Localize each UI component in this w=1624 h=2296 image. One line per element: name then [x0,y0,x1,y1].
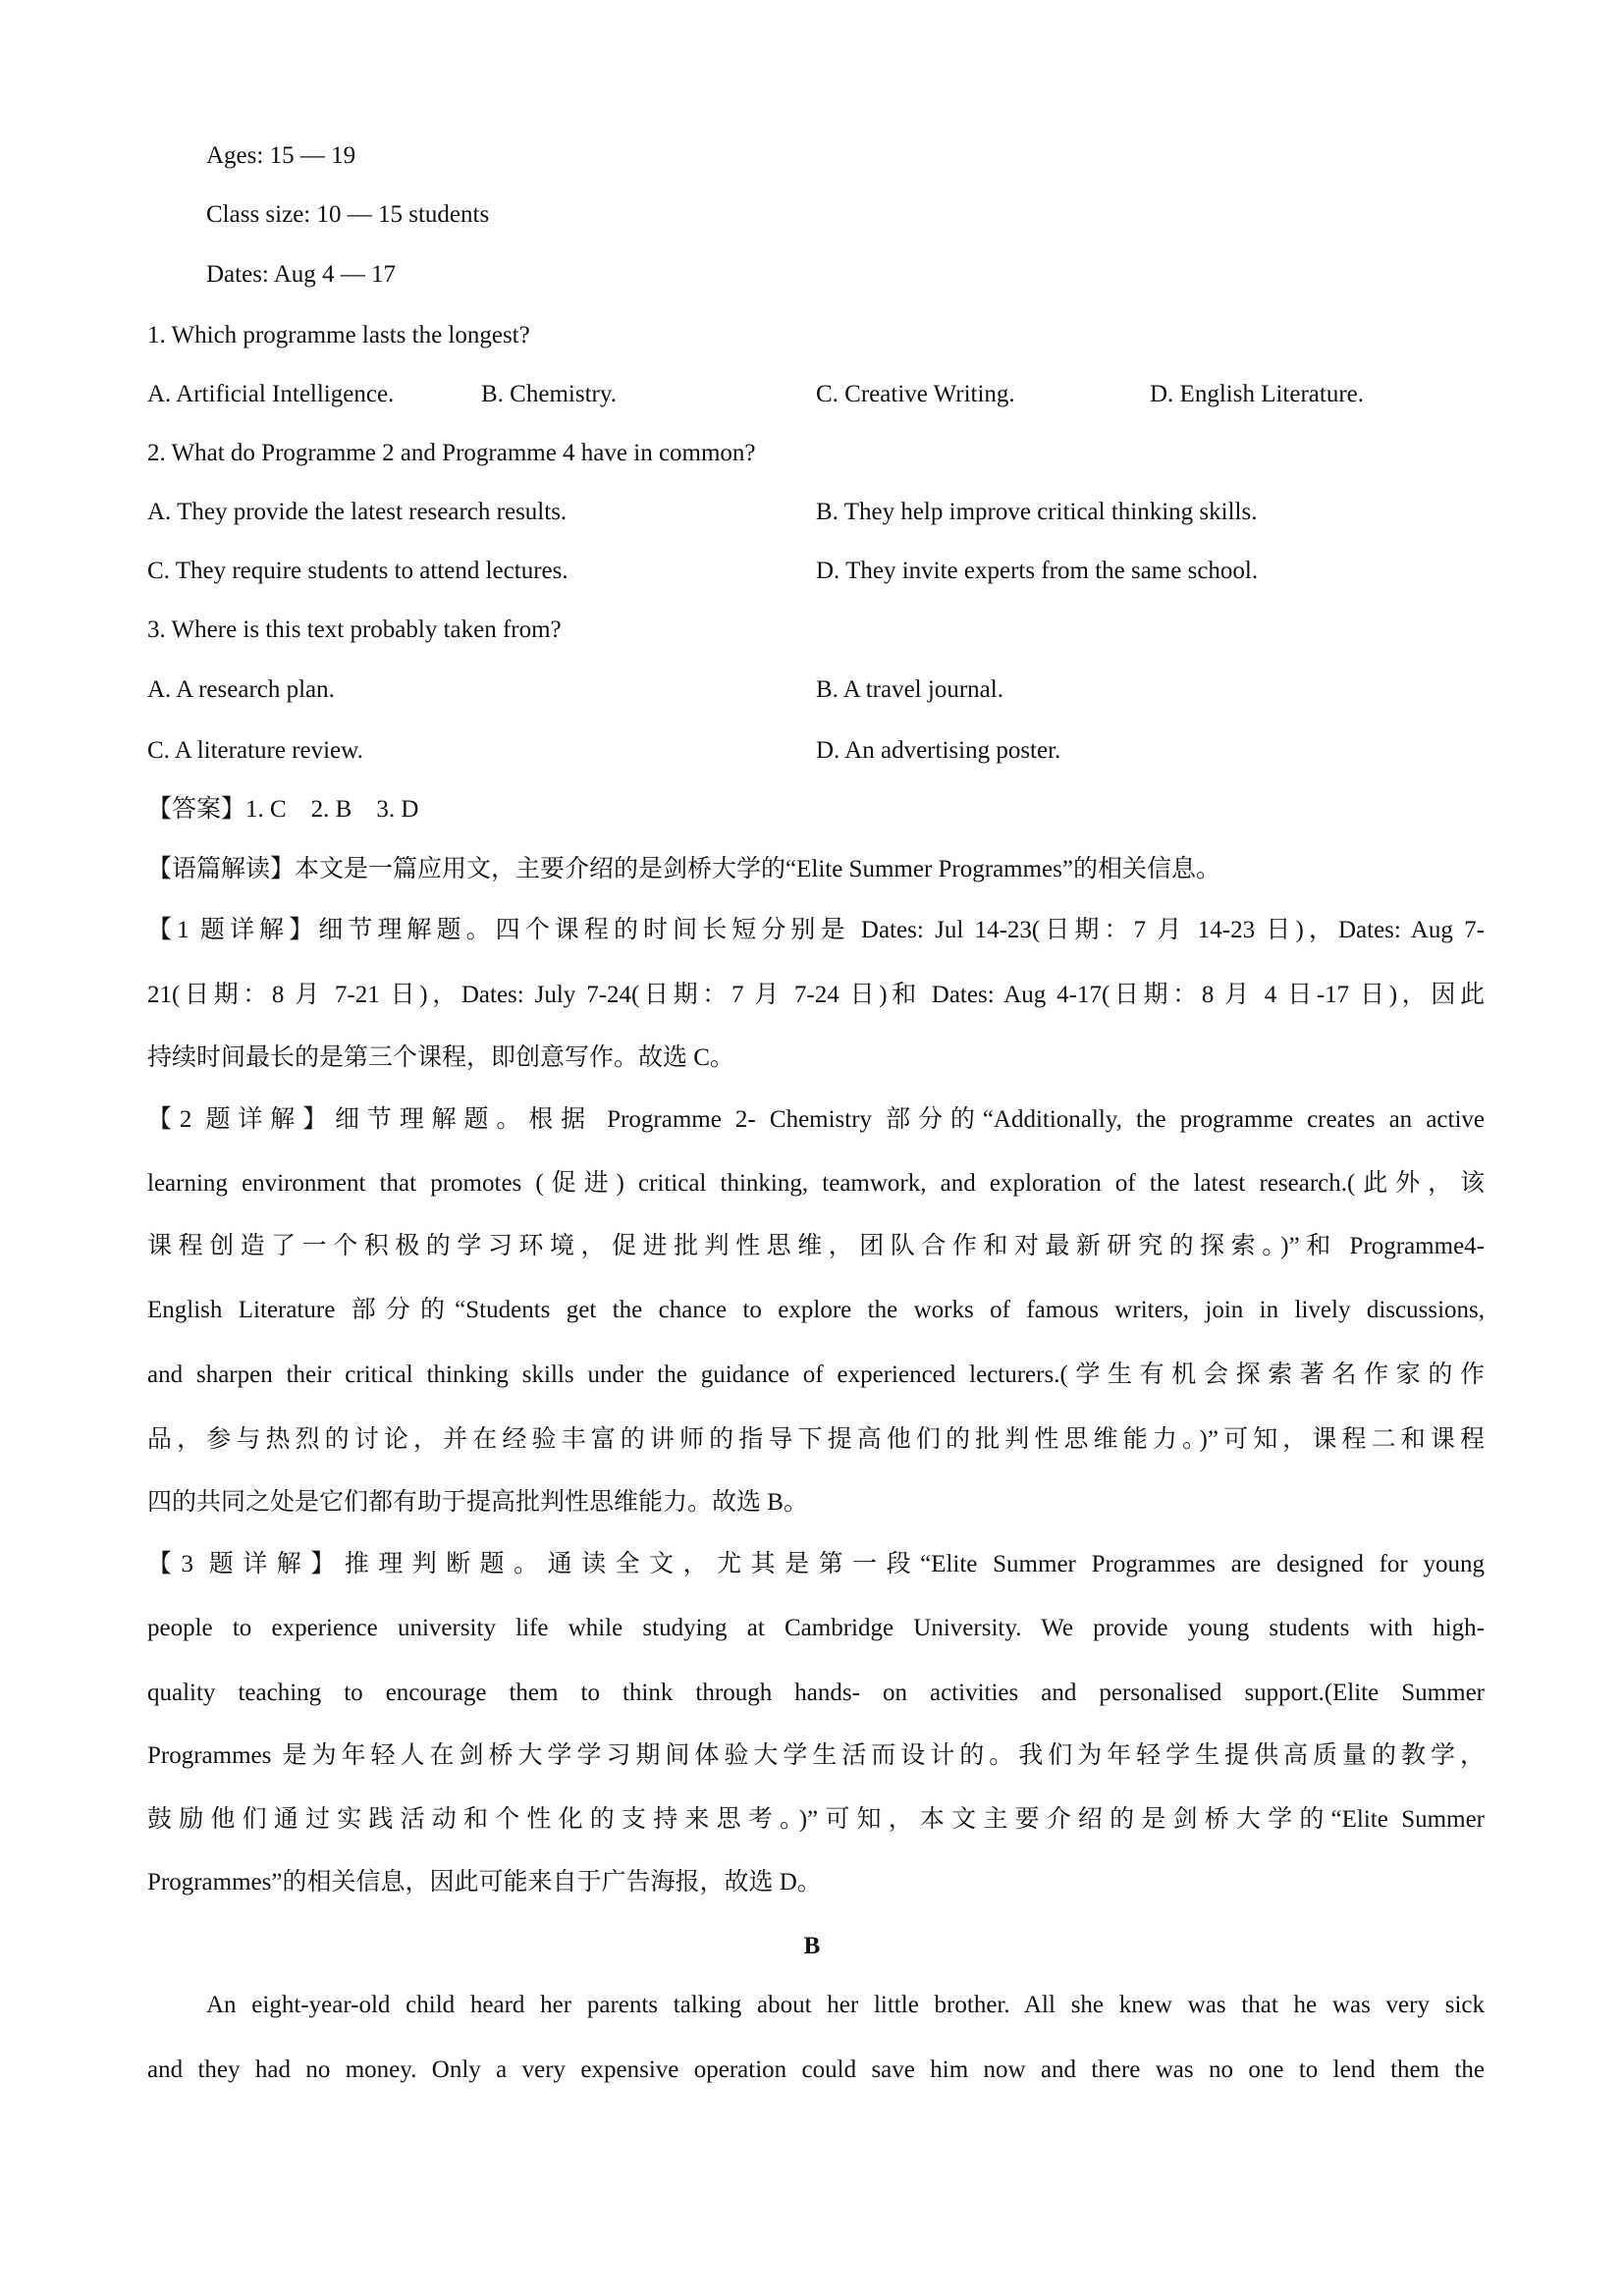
q2-option-c: C. They require students to attend lectures. [147,558,568,584]
q1-option-c: C. Creative Writing. [816,381,1015,407]
q1-option-a: A. Artificial Intelligence. [147,381,395,407]
question-2: 2. What do Programme 2 and Programme 4 have in common? [147,440,756,466]
q3-option-b: B. A travel journal. [816,676,1003,703]
q3-option-a: A. A research plan. [147,676,335,703]
question-1: 1. Which programme lasts the longest? [147,322,530,348]
q3-option-d: D. An advertising poster. [816,737,1061,764]
ages-line: Ages: 15 — 19 [206,142,356,169]
section-b-line: and they had no money. Only a very expensive operation could save him now and there was no one to lend them the [147,2056,1485,2083]
passage-summary: 【语篇解读】本文是一篇应用文，主要介绍的是剑桥大学的“Elite Summer Programmes”的相关信息。 [147,856,1220,882]
q2-option-a: A. They provide the latest research results. [147,499,568,525]
explain3-line: 鼓励他们通过实践活动和个性化的支持来思考。)”可知，本文主要介绍的是剑桥大学的“Elite Summer [147,1806,1485,1833]
explain1-line: 【1 题详解】细节理解题。四个课程的时间长短分别是 Dates: Jul 14-23(日期：7 月 14-23 日)，Dates: Aug 7- [147,917,1485,943]
explain3-line: Programmes”的相关信息，因此可能来自于广告海报，故选 D。 [147,1869,822,1896]
explain3-line: quality teaching to encourage them to think through hands- on activities and personalised support.(Elite Summer [147,1680,1485,1706]
section-b-line: An eight-year-old child heard her parents talking about her little brother. All she knew was that he was very sick [206,1992,1485,2018]
explain2-line: 课程创造了一个积极的学习环境，促进批判性思维，团队合作和对最新研究的探索。)”和 Programme4- [147,1233,1485,1259]
q2-option-b: B. They help improve critical thinking skills. [816,499,1258,525]
explain2-line: and sharpen their critical thinking skills under the guidance of experienced lecturers.(学生有机会探索著名作家的作 [147,1362,1485,1388]
explain2-line: learning environment that promotes (促进) critical thinking, teamwork, and exploration of the latest research.(此外，该 [147,1170,1485,1197]
section-b-heading: B [803,1933,821,1959]
class-size-line: Class size: 10 — 15 students [206,201,490,228]
answer-key: 【答案】1. C 2. B 3. D [147,796,419,823]
q2-option-d: D. They invite experts from the same school. [816,558,1259,584]
q1-option-d: D. English Literature. [1150,381,1364,407]
explain2-line: 【2 题详解】细节理解题。根据 Programme 2- Chemistry 部分的“Additionally, the programme creates an active [147,1106,1485,1133]
explain2-line: 品，参与热烈的讨论，并在经验丰富的讲师的指导下提高他们的批判性思维能力。)”可知，课程二和课程 [147,1426,1485,1453]
explain3-line: 【3 题详解】推理判断题。通读全文，尤其是第一段“Elite Summer Programmes are designed for young [147,1551,1485,1577]
explain3-line: people to experience university life while studying at Cambridge University. We provide young students with high- [147,1615,1485,1641]
dates-line: Dates: Aug 4 — 17 [206,261,397,288]
explain1-line: 持续时间最长的是第三个课程，即创意写作。故选 C。 [147,1044,734,1071]
explain2-line: 四的共同之处是它们都有助于提高批判性思维能力。故选 B。 [147,1489,808,1516]
explain3-line: Programmes 是为年轻人在剑桥大学学习期间体验大学生活而设计的。我们为年轻学生提供高质量的教学， [147,1742,1485,1769]
q3-option-c: C. A literature review. [147,737,363,764]
q1-option-b: B. Chemistry. [481,381,617,407]
question-3: 3. Where is this text probably taken from? [147,616,562,643]
explain2-line: English Literature 部分的“Students get the chance to explore the works of famous writers, join in lively discussions, [147,1297,1485,1323]
explain1-line: 21(日期：8 月 7-21 日)，Dates: July 7-24(日期：7 月 7-24 日)和 Dates: Aug 4-17(日期：8 月 4 日-17 日)，因此 [147,982,1485,1008]
